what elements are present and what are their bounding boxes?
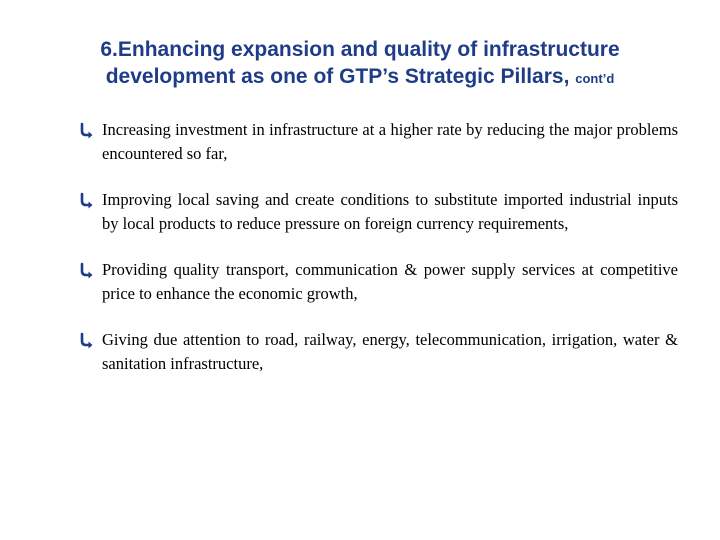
curved-arrow-icon <box>78 261 96 279</box>
bullet-item <box>78 328 678 376</box>
curved-arrow-icon <box>78 121 96 139</box>
title-text: 6.Enhancing expansion and quality of infrastructure development as one of GTP’s Strategic Pillars, <box>100 38 620 88</box>
title-suffix: cont’d <box>575 71 615 86</box>
curved-arrow-icon <box>78 331 96 349</box>
bullet-text: Giving due attention to road, railway, energy, telecommunication, irrigation, water & sanitation infrastructure, <box>102 330 678 373</box>
bullet-text: Providing quality transport, communication & power supply services at competitive price to enhance the economic growth, <box>102 260 678 303</box>
bullet-item <box>78 188 678 236</box>
curved-arrow-icon <box>78 191 96 209</box>
bullet-list <box>78 118 678 398</box>
bullet-item <box>78 118 678 166</box>
bullet-text: Increasing investment in infrastructure at a higher rate by reducing the major problems encountered so far, <box>102 120 678 163</box>
slide-title <box>40 36 680 92</box>
bullet-item <box>78 258 678 306</box>
bullet-text: Improving local saving and create conditions to substitute imported industrial inputs by local products to reduce pressure on foreign currency requirements, <box>102 190 678 233</box>
